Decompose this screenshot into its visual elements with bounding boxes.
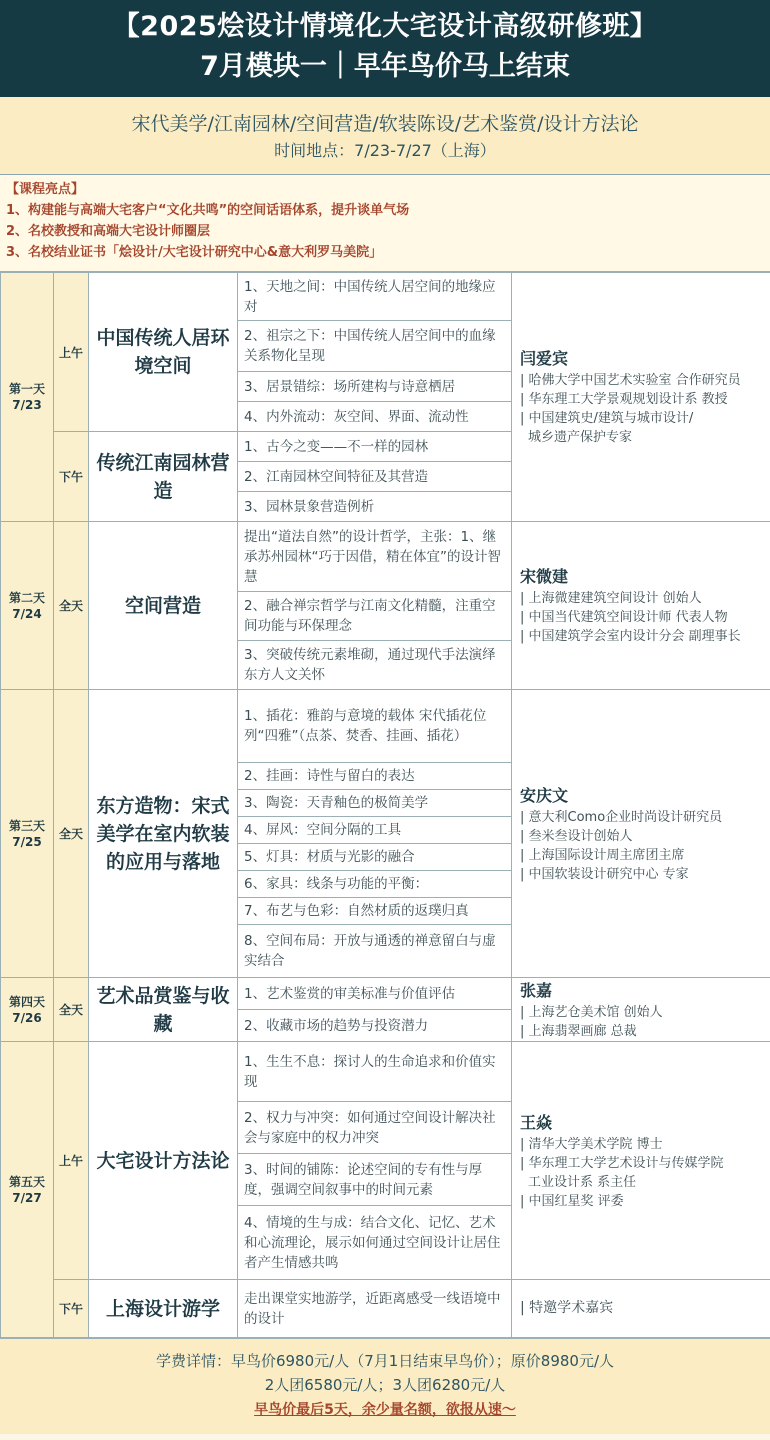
session-item: 1、天地之间：中国传统人居空间的地缘应对 bbox=[238, 273, 512, 321]
teacher-cell bbox=[512, 522, 770, 690]
highlight-item: 3、名校结业证书「烩设计/大宅设计研究中心&意大利罗马美院」 bbox=[6, 245, 383, 260]
topic-cell: 大宅设计方法论 bbox=[89, 1042, 238, 1280]
session-item: 1、生生不息：探讨人的生命追求和价值实现 bbox=[238, 1042, 512, 1102]
teacher-role: | 华东理工大学景观规划设计系 教授 bbox=[520, 392, 728, 407]
topic-cell: 中国传统人居环境空间 bbox=[89, 273, 238, 432]
session-item: 3、时间的铺陈：论述空间的专有性与厚度，强调空间叙事中的时间元素 bbox=[238, 1154, 512, 1206]
session-item: 4、屏风：空间分隔的工具 bbox=[238, 817, 512, 844]
teacher-role: | 中国红星奖 评委 bbox=[520, 1193, 624, 1209]
session-item: 1、艺术鉴赏的审美标准与价值评估 bbox=[238, 978, 512, 1010]
teacher-role: 城乡遗产保护专家 bbox=[528, 430, 633, 445]
fee-details: 学费详情：早鸟价6980元/人（7月1日结束早鸟价）；原价8980元/人 bbox=[155, 1352, 615, 1370]
session-item: 2、融合禅宗哲学与江南文化精髓，注重空间功能与环保理念 bbox=[238, 592, 512, 641]
table-row bbox=[1, 978, 770, 1010]
session-item: 3、居景错综：场所建构与诗意栖居 bbox=[238, 372, 512, 402]
topic-cell: 空间营造 bbox=[89, 522, 238, 690]
session-item: 1、古今之变——不一样的园林 bbox=[238, 432, 512, 462]
teacher-role: | 上海国际设计周主席团主席 bbox=[520, 847, 685, 863]
teacher-cell bbox=[512, 690, 770, 978]
topic-cell: 艺术品赏鉴与收藏 bbox=[89, 978, 238, 1042]
period-cell: 上午 bbox=[54, 1042, 89, 1280]
session-item: 1、插花：雅韵与意境的载体 宋代插花位列“四雅”（点茶、焚香、挂画、插花） bbox=[238, 690, 512, 763]
page-subtitle: 7月模块一｜早年鸟价马上结束 bbox=[200, 51, 570, 82]
teacher-name: 宋微建 bbox=[520, 567, 569, 586]
teacher-cell bbox=[512, 273, 770, 522]
period-cell: 全天 bbox=[54, 978, 89, 1042]
period-cell: 全天 bbox=[54, 690, 89, 978]
day-cell: 第三天 7/25 bbox=[1, 690, 54, 978]
table-row bbox=[1, 1280, 770, 1338]
session-item: 2、江南园林空间特征及其营造 bbox=[238, 462, 512, 492]
teacher-role: | 中国软装设计研究中心 专家 bbox=[520, 866, 689, 882]
teacher-role: 工业设计系 系主任 bbox=[528, 1174, 637, 1190]
session-item: 4、情境的生与成：结合文化、记忆、艺术和心流理论，展示如何通过空间设计让居住者产生情感共鸣 bbox=[238, 1206, 512, 1280]
teacher-role: | 哈佛大学中国艺术实验室 合作研究员 bbox=[520, 373, 741, 388]
session-item: 3、突破传统元素堆砌，通过现代手法演绎东方人文关怀 bbox=[238, 641, 512, 690]
schedule-table bbox=[0, 272, 770, 1338]
session-item: 6、家具：线条与功能的平衡： bbox=[238, 871, 512, 898]
day-cell: 第一天 7/23 bbox=[1, 273, 54, 522]
day-cell: 第二天 7/24 bbox=[1, 522, 54, 690]
teacher-cell bbox=[512, 1042, 770, 1280]
highlight-item: 2、名校教授和高端大宅设计师圈层 bbox=[6, 224, 211, 239]
time-place: 时间地点：7/23-7/27（上海） bbox=[274, 141, 496, 160]
session-item: 4、内外流动：灰空间、界面、流动性 bbox=[238, 402, 512, 432]
page-header bbox=[0, 0, 770, 97]
topics-line: 宋代美学/江南园林/空间营造/软装陈设/艺术鉴赏/设计方法论 bbox=[131, 113, 639, 135]
session-item: 2、权力与冲突：如何通过空间设计解决社会与家庭中的权力冲突 bbox=[238, 1102, 512, 1154]
table-row bbox=[1, 690, 770, 763]
session-item: 8、空间布局：开放与通透的禅意留白与虚实结合 bbox=[238, 925, 512, 978]
period-cell: 下午 bbox=[54, 432, 89, 522]
session-item: 2、祖宗之下：中国传统人居空间中的血缘关系物化呈现 bbox=[238, 321, 512, 372]
teacher-role: | 华东理工大学艺术设计与传媒学院 bbox=[520, 1155, 724, 1171]
teacher-cell bbox=[512, 1280, 770, 1338]
teacher-role: | 特邀学术嘉宾 bbox=[520, 1300, 614, 1316]
teacher-name: 张嘉 bbox=[520, 980, 553, 1000]
teacher-name: 闫爱宾 bbox=[520, 349, 569, 368]
session-item: 3、陶瓷：天青釉色的极简美学 bbox=[238, 790, 512, 817]
teacher-role: | 上海艺仓美术馆 创始人 bbox=[520, 1004, 663, 1020]
teacher-name: 王焱 bbox=[520, 1112, 553, 1132]
session-item: 2、挂画：诗性与留白的表达 bbox=[238, 763, 512, 790]
highlights bbox=[0, 175, 770, 272]
day-cell: 第四天 7/26 bbox=[1, 978, 54, 1042]
session-item: 3、园林景象营造例析 bbox=[238, 492, 512, 522]
course-summary bbox=[0, 97, 770, 175]
teacher-cell bbox=[512, 978, 770, 1042]
highlight-item: 1、构建能与高端大宅客户“文化共鸣”的空间话语体系，提升谈单气场 bbox=[6, 203, 410, 218]
teacher-role: | 中国当代建筑空间设计师 代表人物 bbox=[520, 610, 728, 625]
teacher-role: | 清华大学美术学院 博士 bbox=[520, 1136, 663, 1152]
topic-cell: 传统江南园林营造 bbox=[89, 432, 238, 522]
deadline-notice: 早鸟价最后5天，余少量名额，欲报从速～ bbox=[254, 1402, 516, 1418]
teacher-name: 安庆文 bbox=[520, 785, 569, 805]
highlights-title: 【课程亮点】 bbox=[6, 182, 85, 197]
teacher-role: | 意大利Como企业时尚设计研究员 bbox=[520, 809, 723, 825]
day-cell: 第五天 7/27 bbox=[1, 1042, 54, 1338]
table-row bbox=[1, 522, 770, 592]
teacher-role: | 叁米叁设计创始人 bbox=[520, 828, 633, 844]
group-price: 2人团6580元/人；3人团6280元/人 bbox=[264, 1376, 506, 1394]
period-cell: 上午 bbox=[54, 273, 89, 432]
period-cell: 下午 bbox=[54, 1280, 89, 1338]
teacher-role: | 中国建筑学会室内设计分会 副理事长 bbox=[520, 629, 741, 644]
table-row bbox=[1, 273, 770, 321]
topic-cell: 上海设计游学 bbox=[89, 1280, 238, 1338]
session-item: 5、灯具：材质与光影的融合 bbox=[238, 844, 512, 871]
session-item: 走出课堂实地游学，近距离感受一线语境中的设计 bbox=[238, 1280, 512, 1338]
session-item: 7、布艺与色彩：自然材质的返璞归真 bbox=[238, 898, 512, 925]
teacher-role: | 上海翡翠画廊 总裁 bbox=[520, 1023, 637, 1039]
session-item: 2、收藏市场的趋势与投资潜力 bbox=[238, 1010, 512, 1042]
teacher-role: | 上海微建建筑空间设计 创始人 bbox=[520, 591, 702, 606]
topic-cell: 东方造物：宋式美学在室内软装的应用与落地 bbox=[89, 690, 238, 978]
session-item: 提出“道法自然”的设计哲学，主张：1、继承苏州园林“巧于因借，精在体宜”的设计智慧 bbox=[238, 522, 512, 592]
table-row bbox=[1, 1042, 770, 1102]
period-cell: 全天 bbox=[54, 522, 89, 690]
teacher-role: | 中国建筑史/建筑与城市设计/ bbox=[520, 411, 694, 426]
fee-footer bbox=[0, 1338, 770, 1434]
page-title: 【2025烩设计情境化大宅设计高级研修班】 bbox=[112, 11, 658, 42]
